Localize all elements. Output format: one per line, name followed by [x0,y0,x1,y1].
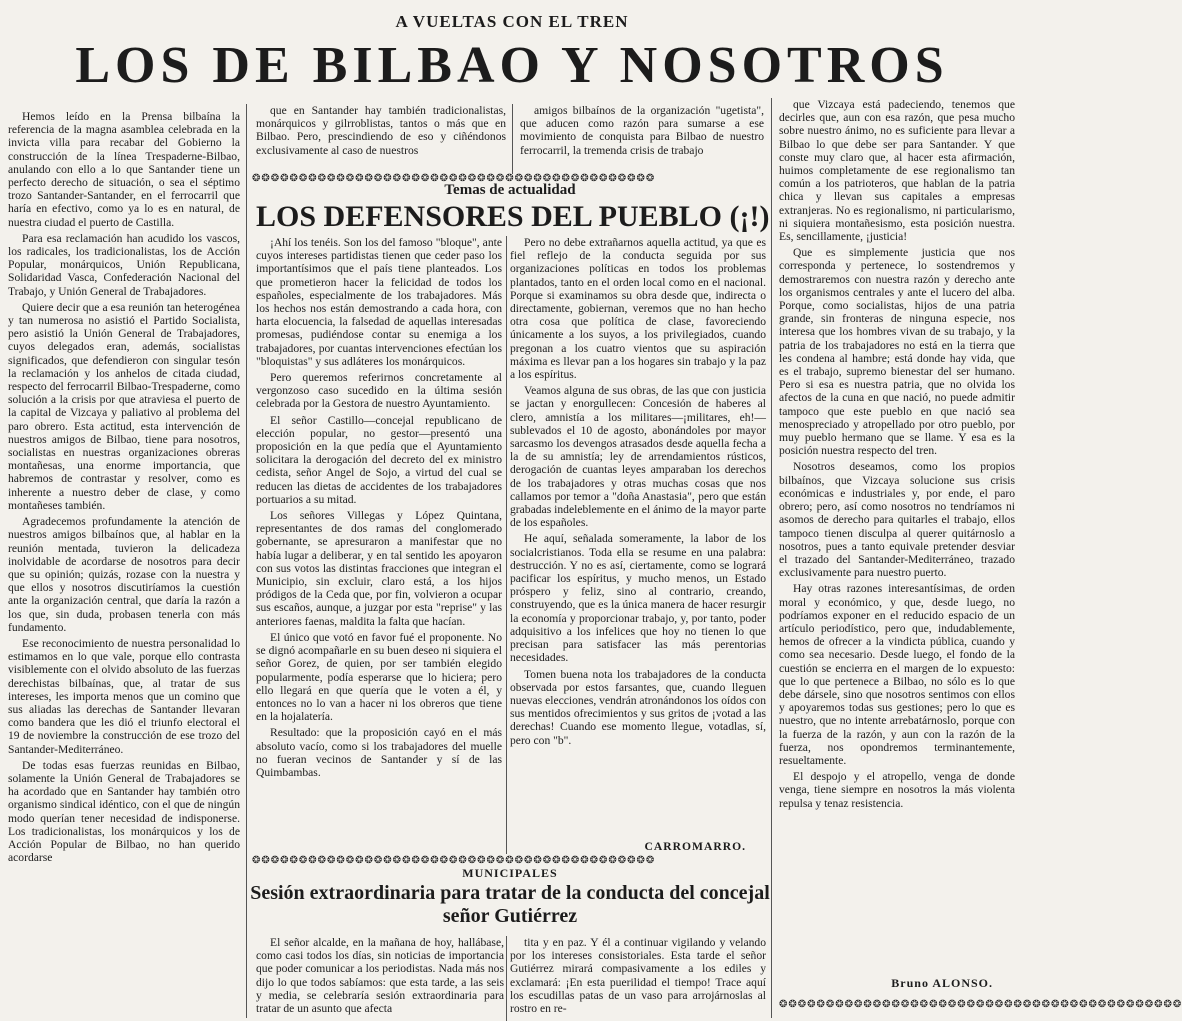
signature-bruno-alonso: Bruno ALONSO. [891,976,993,990]
column-2-top [256,104,506,172]
col4-paragraph: Nosotros deseamos, como los propios bilbaínos, que Vizcaya solucione sus crisis económicas e industriales y, por ende, el paro obrero; pero, así como nosotros no tendríamos ni asomos de derecho para quitarles el trabajo, ellos tampoco tienen disculpa al querer quitárnoslo a nosotros, pues a tanto equivale pretender desviar el trazado del Santander-Mediterráneo, trazado exclusivamente para nuestro puerto. [779,460,1015,580]
col2-paragraph: Los señores Villegas y López Quintana, representantes de dos ramas del conglomerado gobernante, se apresuraron a manifestar que no había lugar a deliberar, y en tal sentido les apoyaron con sus votos las distintas fracciones que integran el Municipio, sin excluir, claro está, a los hijos pródigos de la Ceda que, por fin, volvieron a ocupar sus escaños, aunque, a juzgar por esta "reprise" y las anteriores faenas, maldita la falta que hacían. [256,509,502,628]
col4-paragraph: El despojo y el atropello, venga de donde venga, tiene siempre en nosotros la más violenta repulsa y tenaz resistencia. [779,770,1015,810]
col4-paragraph: Hay otras razones interesantísimas, de orden moral y económico, y que, desde luego, no podríamos exponer en el reducido espacio de un artículo periodístico, pero que, indudablemente, hemos de ofrecer a la vindicta pública, cuando y como sea necesario. Desde luego, el fondo de la cuestión se encierra en el margen de lo expuesto: que lo que pertenece a Bilbao, no sólo es lo que debe dársele, sino que nosotros sentimos con ellos y apoyaremos todas sus gestiones; pero lo que es nuestro, que no intente arrebatárnoslo, porque con la fuerza de la razón, y aun con la razón de la fuerza, nos opondremos terminantemente, resueltamente. [779,582,1015,767]
col1-paragraph: Hemos leído en la Prensa bilbaína la referencia de la magna asamblea celebrada en la invicta villa para recabar del Gobierno la construcción de la línea Trespaderne-Bilbao, anulando con ello a lo que Santander tiene un perfecto derecho de situación, o sea el séptimo trozo Santander-Santander, en el ferrocarril que haría en efectivo, como ya lo es en natural, de nuestra ciudad el puerto de Castilla. [8,110,240,229]
article-headline: LOS DE BILBAO Y NOSOTROS [75,37,949,94]
column-rule [771,98,772,1018]
column-3-middle [510,236,766,844]
col2-paragraph: Pero queremos referirnos concretamente al vergonzoso caso sucedido en la última sesión celebrada por la Gestora de nuestro Ayuntamiento. [256,371,502,411]
column-2-middle [256,236,502,840]
section-kicker: Temas de actualidad [444,182,576,198]
column-rule [512,104,513,174]
column-2-bottom [256,936,504,1021]
column-4 [779,98,1182,1018]
col3-paragraph: Pero no debe extrañarnos aquella actitud, ya que es fiel reflejo de la conducta seguida por sus organizaciones políticas en todos los problemas plantados, tanto en el orden local como en el nacional. Porque si examinamos su obra desde que, indirecta o directamente, gobiernan, veremos que no han hecho otra cosa que política de clase, favoreciendo únicamente a los suyos, a los privilegiados, cuando pregonan a los cuatro vientos que su aspiración máxima es llevar pan a los hogares sin trabajo y la paz a los espíritus. [510,236,766,382]
article-kicker: A VUELTAS CON EL TREN [395,12,629,31]
col3-top-text: amigos bilbaínos de la organización "ugetista", que aducen como razón para sumarse a ese movimiento de conquista para Bilbao de nuestro ferrocarril, la tremenda crisis de trabajo [520,104,764,157]
col4-paragraph: Que es simplemente justicia que nos corresponda y pertenece, lo sostendremos y demostraremos con nuestra razón y derecho ante los organismos centrales y ante el lucero del alba. Porque, como socialistas, hijos de una patria grande, sin fronteras de ninguna especie, nos interesa que los hombres vivan de su trabajo, y la patria de los trabajadores no está en la tierra que les condena al hambre; está donde hay vida, que es el trabajo, supremo bienestar del ser humano. Pero si esa es nuestra patria, que no olvida los afectos de la cuna en que nació, no puede admitir tampoco que este pueblo en que nació sea menospreciado y atropellado por otro pueblo, por muy pueblo hermano que se llame. Y esa es la posición nuestra respecto del tren. [779,246,1015,458]
col1-paragraph: Ese reconocimiento de nuestra personalidad lo estimamos en lo que vale, porque ello contrasta visiblemente con el olvido absoluto de las fuerzas derechistas bilbaínas, que, al tratar de sus intereses, les importa menos que un comino que sus aliadas las derechas de Santander llevaran como bandera que les dió el triunfo electoral el 19 de noviembre la construcción de ese trozo del Santander-Mediterráneo. [8,636,240,756]
col4-paragraph: que Vizcaya está padeciendo, tenemos que decirles que, aun con esa razón, que pesa mucho sobre nuestro ánimo, no es suficiente para llevar a Bilbao lo que debe ser para Santander. Y que conste muy claro que, al hacer esta afirmación, huimos completamente de ese regionalismo tan común a los patrioteros, que hablan de la patria chica y llevan sus capitales a empresas extranjeras. No es regionalismo, ni particularismo, ni siquiera montañesismo, esta posición nuestra. Es, sencillamente, ¡justicia! [779,98,1015,244]
col2-bottom-text: El señor alcalde, en la mañana de hoy, hallábase, como casi todos los días, sin noticias de importancia que poder comunicar a los periodistas. Nada más nos dijo lo que todos sabíamos: que esta tarde, a las seis y media, se celebraría sesión extraordinaria para tratar de un asunto que afecta [256,936,504,1016]
col2-paragraph: El único que votó en favor fué el proponente. No se dignó acompañarle en su buen deseo ni siquiera el señor Gorez, de quien, por ser también elegido popularmente, podía esperarse que lo hiciera; pero ello llegará en que quería que le voten a él, y entonces no lo van a hacer ni los obreros que tiene en la hojalatería. [256,630,502,724]
col2-paragraph: Resultado: que la proposición cayó en el más absoluto vacío, como si los trabajadores del muelle no fueran vecinos de Santander y sí de las Quimbambas. [256,726,502,779]
col1-paragraph: De todas esas fuerzas reunidas en Bilbao, solamente la Unión General de Trabajadores se ha acordado que en Santander hay también otro organismo sindical idéntico, con el que de ningún modo querían tener necesidad de indisponerse. Los tradicionalistas, los monárquicos y los de Acción Popular de Bilbao, no han querido acordarse [8,758,240,865]
col2-paragraph: El señor Castillo—concejal republicano de elección popular, no gestor—presentó una proposición en la que pedía que el Ayuntamiento solicitara la derogación del decreto del ex ministro cedista, señor Angel de Sojo, a virtud del cual se reducen las dietas de accidentes de los trabajadores portuarios a su mitad. [256,413,502,506]
section-headline: LOS DEFENSORES DEL PUEBLO (¡!) [256,200,770,233]
col1-paragraph: Agradecemos profundamente la atención de nuestros amigos bilbaínos que, al hablar en la reunión mentada, tuvieron la delicadeza inolvidable de acordarse de nosotros para decir que su opinión; quizás, rozase con la nuestra y que ellos y nosotros discutiríamos la cuestión ante la organización central, que daría la razón a los que, sin duda, probasen tenerla con más fundamento. [8,515,240,634]
col2-paragraph: ¡Ahí los tenéis. Son los del famoso "bloque", ante cuyos intereses partidistas tienen que ceder paso los importantísimos que el país tiene planteados. Los que prometieron hacer la felicidad de todos los españoles, especialmente de los trabajadores. Más los hechos nos están demostrando a cada hora, con harta elocuencia, la falsedad de aquellas interesadas promesas, pudiéndose contar su enemiga a los trabajadores, por cuantas intervenciones efectúan los "bloquistas" y sus adláteres los monárquicos. [256,236,502,368]
column-3-bottom [510,936,766,1021]
col2-top-text: que en Santander hay también tradicionalistas, monárquicos y gilrroblistas, tantos o más que en Bilbao. Pero, prescindiendo de eso y ciñéndonos exclusivamente al caso de nuestros [256,104,506,157]
col3-paragraph: Tomen buena nota los trabajadores de la conducta observada por estos farsantes, que, cuando lleguen nuevas elecciones, vendrán atronándonos los oídos con sus mentidos ofrecimientos y sus gritos de ¡votad a las derechas! Cuando ese momento llegue, votadlas, sí, pero con "b". [510,667,766,747]
municipales-headline: Sesión extraordinaria para tratar de la conducta del concejal señor Gutiérrez [250,882,770,927]
col1-paragraph: Quiere decir que a esa reunión tan heterogénea y tan numerosa no asistió el Partido Socialista, pero asistió la Unión General de Trabajadores, cuyos delegados eran, además, socialistas significados, que defendieron con singular tesón la reclamación y los anhelos de citada ciudad, respecto del ferrocarril Bilbao-Trespaderne, como solución a la crisis por que atraviesa el puerto de la capital de Vizcaya y paliativo al problema del paro obrero. Esta actitud, esta intervención de nuestros amigos de Bilbao, tiene para nosotros, socialistas en nuestras organizaciones obreras montañesas, una enorme importancia, que habremos de contrastar y resolver, como es inherente a nuestro deber de clase, y como montañeses también. [8,300,240,512]
column-1 [8,110,240,1018]
column-rule [506,936,507,1021]
column-3-top [520,104,764,172]
col3-paragraph: Veamos alguna de sus obras, de las que con justicia se jactan y enorgullecen: Concesión de haberes al clero, amnistía a los militares—¡militares, eh!—sublevados el 10 de agosto, abonándoles por mayor sarcasmo los devengos atrasados desde aquella fecha a la de su amnistía; ley de arrendamientos rústicos, derogación de cuantas leyes amparaban los derechos de los trabajadores y otras muchas cosas que nos callamos por temor a "doña Anastasia", pero que están grabadas indeleblemente en el ánimo de la mayor parte de los españoles. [510,384,766,530]
ornamental-rule: ❂❂❂❂❂❂❂❂❂❂❂❂❂❂❂❂❂❂❂❂❂❂❂❂❂❂❂❂❂❂❂❂❂❂❂❂❂❂❂❂❂❂❂ [779,999,1182,1010]
column-rule [506,236,507,854]
signature-carromarro: CARROMARRO. [644,840,746,853]
ornamental-rule: ❂❂❂❂❂❂❂❂❂❂❂❂❂❂❂❂❂❂❂❂❂❂❂❂❂❂❂❂❂❂❂❂❂❂❂❂❂❂❂❂❂❂❂ [252,173,656,184]
ornamental-rule: ❂❂❂❂❂❂❂❂❂❂❂❂❂❂❂❂❂❂❂❂❂❂❂❂❂❂❂❂❂❂❂❂❂❂❂❂❂❂❂❂❂❂❂ [252,855,656,866]
section-kicker-municipales: MUNICIPALES [462,866,558,880]
column-rule [246,104,247,1018]
col3-bottom-text: tita y en paz. Y él a continuar vigilando y velando por los intereses consistoriales. Esta tarde el señor Gutiérrez mirará compasivamente a los ediles y exclamará: ¡En esta puerilidad el tiempo! Trace aquí los escudillas patas de un vaso para arrojárnoslas al rostro en re- [510,936,766,1016]
col3-paragraph: He aquí, señalada someramente, la labor de los socialcristianos. Toda ella se resume en una palabra: destrucción. Y no es así, ciertamente, como se logrará pacificar los espíritus, y mucho menos, un Estado próspero y feliz, sino al contrario, creando, construyendo, que es la única manera de hacer resurgir la economía y proporcionar trabajo, y, por tanto, poder adquisitivo a los infelices que hoy no tienen lo que precisan para satisfacer las más perentorias necesidades. [510,532,766,665]
col1-paragraph: Para esa reclamación han acudido los vascos, los radicales, los tradicionalistas, los de Acción Popular, monárquicos, Unión Republicana, Solidaridad Vasca, Confederación Nacional del Trabajo, y Unión General de Trabajadores. [8,231,240,298]
